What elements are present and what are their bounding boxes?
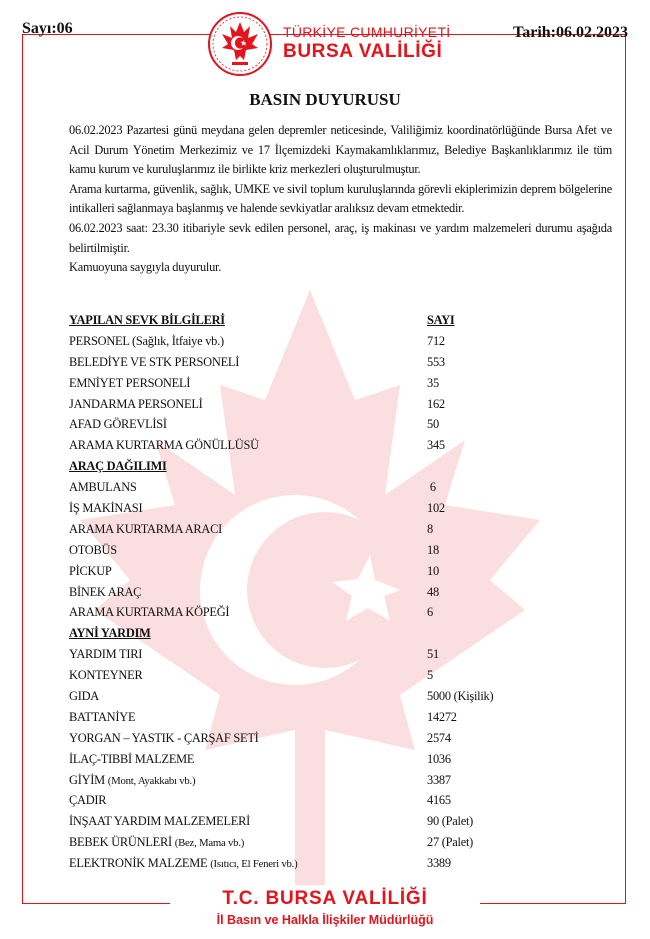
table-row <box>69 686 549 707</box>
row-value: 4165 <box>427 793 451 808</box>
row-value: 345 <box>427 438 445 453</box>
row-label: AFAD GÖREVLİSİ <box>69 417 167 432</box>
table-row <box>69 435 549 456</box>
row-label: İŞ MAKİNASI <box>69 501 143 516</box>
table-row <box>69 331 549 352</box>
table-row <box>69 853 549 874</box>
table-row <box>69 728 549 749</box>
row-value: 553 <box>427 354 445 369</box>
dispatch-table <box>69 310 549 874</box>
table-row <box>69 832 549 853</box>
table-row <box>69 394 549 415</box>
table-row <box>69 519 549 540</box>
row-value: 162 <box>427 396 445 411</box>
page-title: BASIN DUYURUSU <box>249 90 401 109</box>
row-value: 35 <box>427 375 439 390</box>
paragraph-4: Kamuoyuna saygıyla duyurulur. <box>69 260 222 275</box>
announcement-body <box>69 121 612 278</box>
row-label: ELEKTRONİK MALZEME (Isıtıcı, El Feneri vb.) <box>69 856 298 871</box>
table-row <box>69 352 549 373</box>
table-row <box>69 665 549 686</box>
row-label: OTOBÜS <box>69 542 117 557</box>
row-label: PERSONEL (Sağlık, İtfaiye vb.) <box>69 333 224 348</box>
table-row <box>69 811 549 832</box>
document-number: Sayı:06 <box>22 20 73 37</box>
paragraph-1: 06.02.2023 Pazartesi günü meydana gelen depremler neticesinde, Valiliğimiz koordinatörlüğünde Bursa Afet ve Acil Durum Yönetim Merkezimiz ve 17 İlçemizdeki Kaymakamlıklarımız, Belediye Başkanlıklarımız ile tüm kamu kurum ve kuruluşlarımız ile birlikte kriz merkezleri oluşturulmuştur. <box>69 123 612 177</box>
governorship-logo-icon <box>208 12 272 76</box>
row-label: BELEDİYE VE STK PERSONELİ <box>69 354 240 369</box>
row-label: AMBULANS <box>69 480 137 495</box>
row-label: GIDA <box>69 689 99 704</box>
document-date: Tarih:06.02.2023 <box>513 24 628 41</box>
brand-top-line: TÜRKİYE CUMHURİYETİ <box>283 24 451 40</box>
table-row <box>69 644 549 665</box>
table-row <box>69 707 549 728</box>
row-value: 6 <box>427 605 433 620</box>
table-row <box>69 498 549 519</box>
row-label: JANDARMA PERSONELİ <box>69 396 203 411</box>
row-label: BEBEK ÜRÜNLERİ (Bez, Mama vb.) <box>69 835 245 850</box>
row-value: 6 <box>427 480 436 495</box>
table-header-value: SAYI <box>427 313 455 327</box>
row-value: 27 (Palet) <box>427 835 474 850</box>
row-label: PİCKUP <box>69 563 112 578</box>
row-label: GİYİM (Mont, Ayakkabı vb.) <box>69 772 196 787</box>
row-label: BATTANİYE <box>69 709 136 724</box>
paragraph-2: Arama kurtarma, güvenlik, sağlık, UMKE ve sivil toplum kuruluşlarında görevli ekiplerimizin deprem bölgelerine intikalleri sağlanmaya başlanmış ve halende sevkiyatlar aralıksız devam etmektedir. <box>69 181 612 216</box>
row-label: İLAÇ-TIBBİ MALZEME <box>69 751 195 766</box>
row-value: 18 <box>427 542 439 557</box>
table-row <box>69 582 549 603</box>
table-row <box>69 540 549 561</box>
row-label: YARDIM TIRI <box>69 647 143 662</box>
row-label: ARAMA KURTARMA ARACI <box>69 521 222 536</box>
row-value: 14272 <box>427 709 457 724</box>
row-value: 48 <box>427 584 439 599</box>
row-value: 51 <box>427 647 439 662</box>
row-value: 90 (Palet) <box>427 814 474 829</box>
row-value: 5000 (Kişilik) <box>427 689 494 704</box>
row-label: YORGAN – YASTIK - ÇARŞAF SETİ <box>69 730 259 745</box>
row-value: 50 <box>427 417 439 432</box>
row-value: 712 <box>427 333 445 348</box>
section-title-vehicles: ARAÇ DAĞILIMI <box>69 459 167 474</box>
row-label: İNŞAAT YARDIM MALZEMELERİ <box>69 814 250 829</box>
row-value: 3389 <box>427 856 451 871</box>
row-label: ARAMA KURTARMA KÖPEĞİ <box>69 605 230 620</box>
row-value: 102 <box>427 501 445 516</box>
table-header-name: YAPILAN SEVK BİLGİLERİ <box>69 313 225 327</box>
footer-subtitle: İl Basın ve Halkla İlişkiler Müdürlüğü <box>216 913 434 927</box>
table-row <box>69 770 549 791</box>
table-row <box>69 561 549 582</box>
row-value: 2574 <box>427 730 451 745</box>
row-value: 5 <box>427 668 433 683</box>
table-row <box>69 602 549 623</box>
paragraph-3: 06.02.2023 saat: 23.30 itibariyle sevk edilen personel, araç, iş makinası ve yardım malzemeleri durumu aşağıda belirtilmiştir. <box>69 220 612 255</box>
row-value: 3387 <box>427 772 451 787</box>
row-value: 1036 <box>427 751 451 766</box>
table-row <box>69 414 549 435</box>
brand-main-line: BURSA VALİLİĞİ <box>283 41 443 62</box>
row-label: BİNEK ARAÇ <box>69 584 142 599</box>
row-label: ÇADIR <box>69 793 107 808</box>
table-row <box>69 749 549 770</box>
row-value: 10 <box>427 563 439 578</box>
table-row <box>69 477 549 498</box>
section-title-aid: AYNİ YARDIM <box>69 626 151 641</box>
row-label: KONTEYNER <box>69 668 143 683</box>
row-label: ARAMA KURTARMA GÖNÜLLÜSÜ <box>69 438 259 453</box>
table-row <box>69 373 549 394</box>
footer-title: T.C. BURSA VALİLİĞİ <box>222 888 428 909</box>
table-header-row <box>69 310 549 331</box>
row-value: 8 <box>427 521 433 536</box>
row-label: EMNİYET PERSONELİ <box>69 375 191 390</box>
table-row <box>69 790 549 811</box>
